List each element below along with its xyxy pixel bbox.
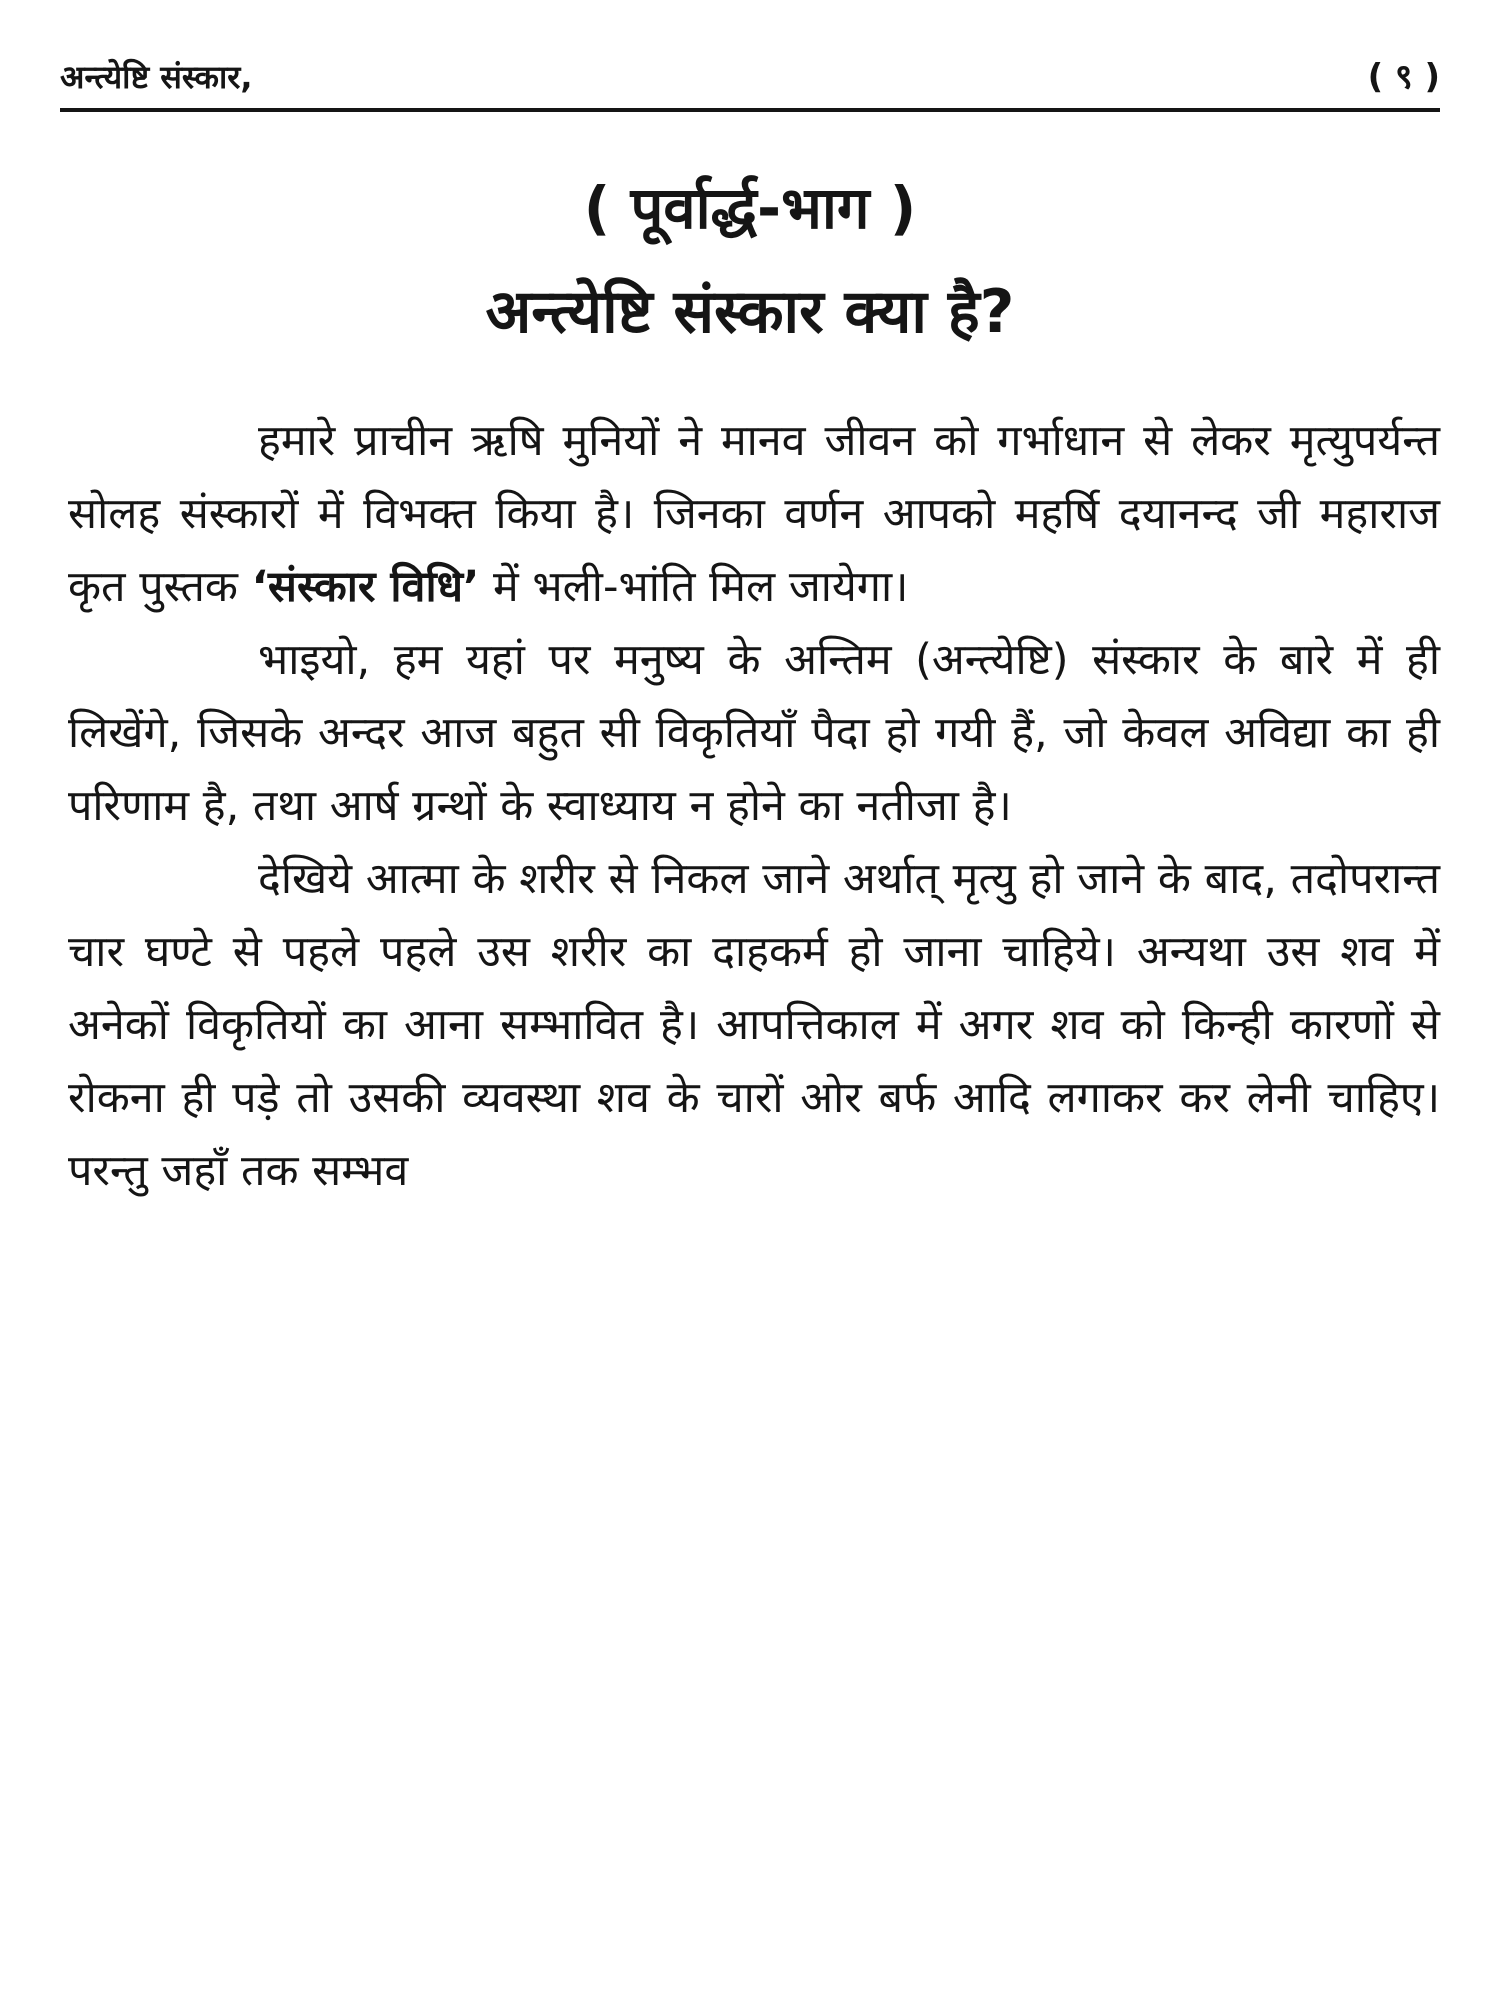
paragraph-1-text-start: हमारे प्राचीन ऋषि मुनियों ने मानव जीवन को गर्भाधान से लेकर मृत्युपर्यन्त सोलह संस्कारों में विभक्त किया है। जिनका वर्णन आपको महर्षि दयानन्द जी महाराज कृत पुस्तक [68, 416, 1440, 612]
body-text [68, 405, 1440, 1208]
running-head [60, 52, 1440, 102]
paragraph-1-text-end: में भली-भांति मिल जायेगा। [479, 562, 909, 612]
paragraph-2: भाइयो, हम यहां पर मनुष्य के अन्तिम (अन्त्येष्टि) संस्कार के बारे में ही लिखेंगे, जिसके अन्दर आज बहुत सी विकृतियाँ पैदा हो गयी हैं, जो केवल अविद्या का ही परिणाम है, तथा आर्ष ग्रन्थों के स्वाध्याय न होने का नतीजा है। [68, 635, 1440, 831]
book-title: ‘संस्कार विधि’ [251, 562, 480, 612]
paragraph-3: देखिये आत्मा के शरीर से निकल जाने अर्थात् मृत्यु हो जाने के बाद, तदोपरान्त चार घण्टे से पहले पहले उस शरीर का दाहकर्म हो जाना चाहिये। अन्यथा उस शव में अनेकों विकृतियों का आना सम्भावित है। आपत्तिकाल में अगर शव को किन्ही कारणों से रोकना ही पड़े तो उसकी व्यवस्था शव के चारों ओर बर्फ आदि लगाकर कर लेनी चाहिए। परन्तु जहाँ तक सम्भव [68, 854, 1440, 1196]
page-number: ( ९ ) [1367, 57, 1440, 97]
header-rule [60, 108, 1440, 112]
chapter-heading: अन्त्येष्टि संस्कार क्या है? [485, 277, 1015, 347]
part-heading: ( पूर्वार्द्ध-भाग ) [583, 174, 917, 242]
running-head-title: अन्त्येष्टि संस्कार, [60, 58, 253, 96]
paragraph-1 [68, 405, 1440, 624]
